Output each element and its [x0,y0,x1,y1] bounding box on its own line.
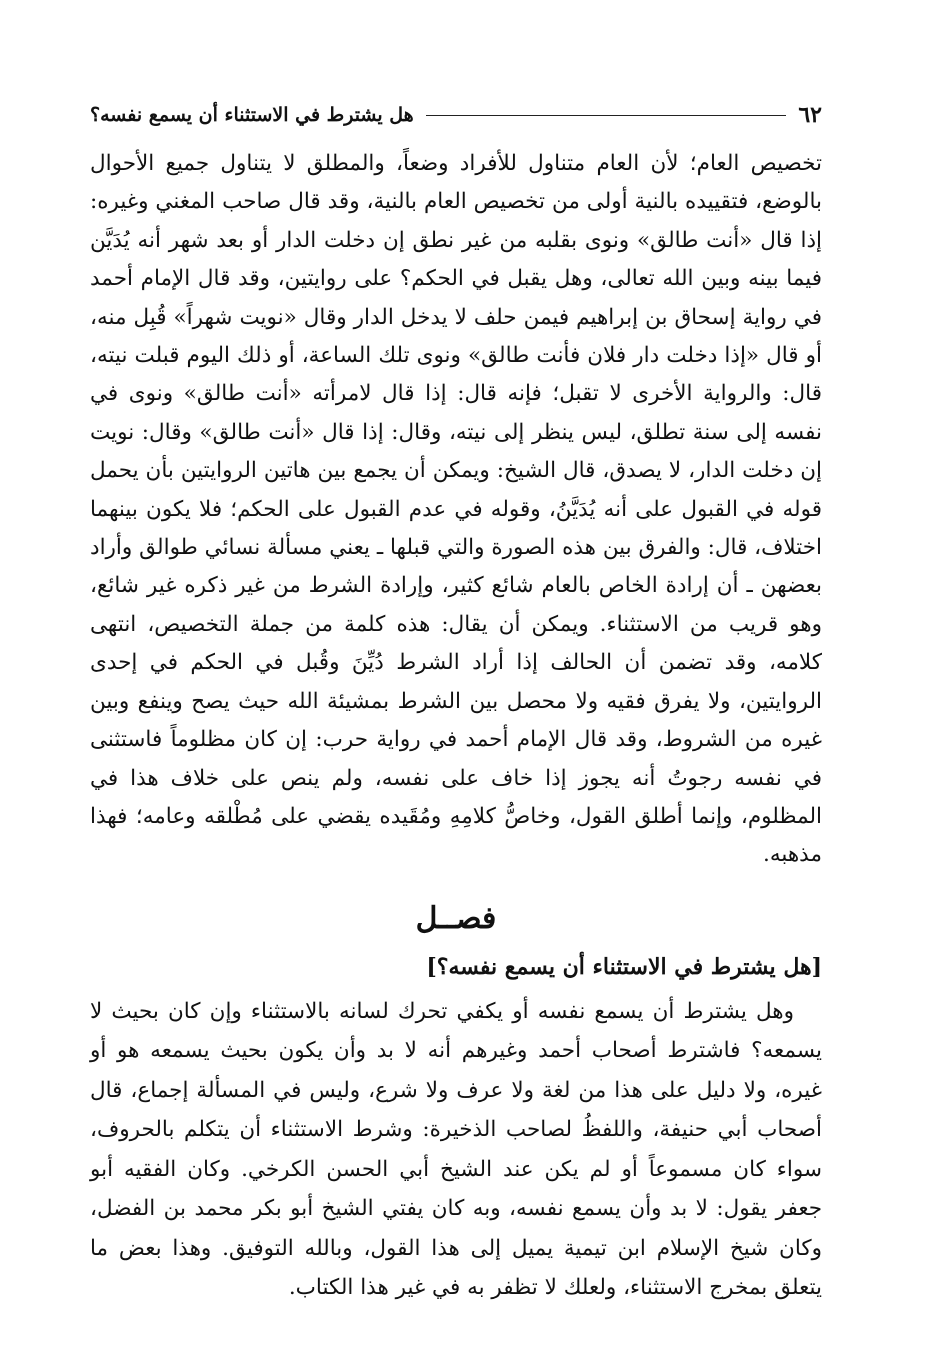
page-number: ٦٢ [798,102,822,128]
book-page [90,95,822,1308]
section-label [90,901,822,936]
section-heading: [هل يشترط في الاستثناء أن يسمع نفسه؟] [426,953,822,980]
body-paragraph: تخصيص العام؛ لأن العام متناول للأفراد وضعاً، والمطلق لا يتناول جميع الأحوال بالوضع، فتقييده بالنية أولى من تخصيص العام بالنية، وقد قال صاحب المغني وغيره: إذا قال «أنت طالق» ونوى بقلبه من غير نطق إن دخلت الدار أو بعد شهر أنه يُدَيَّن فيما بينه وبين الله تعالى، وهل يقبل في الحكم؟ على روايتين، وقد قال الإمام أحمد في رواية إسحاق بن إبراهيم فيمن حلف لا يدخل الدار وقال «نويت شهراً» قُبِل منه، أو قال «إذا دخلت دار فلان فأنت طالق» ونوى تلك الساعة، أو ذلك اليوم قبلت نيته، قال: والرواية الأخرى لا تقبل؛ فإنه قال: إذا قال لامرأته «أنت طالق» ونوى في نفسه إلى سنة تطلق، ليس ينظر إلى نيته، وقال: إذا قال «أنت طالق» وقال: نويت إن دخلت الدار، لا يصدق، قال الشيخ: ويمكن أن يجمع بين هاتين الروايتين بأن يحمل قوله في القبول على أنه يُدَيَّنُ، وقوله في عدم القبول على الحكم؛ فلا يكون بينهما اختلاف، قال: والفرق بين هذه الصورة والتي قبلها ـ يعني مسألة نسائي طوالق وأراد بعضهن ـ أن إرادة الخاص بالعام شائع كثير، وإرادة الشرط من غير ذكره غير شائع، وهو قريب من الاستثناء. ويمكن أن يقال: هذه كلمة من جملة التخصيص، انتهى كلامه، وقد تضمن أن الحالف إذا أراد الشرط دُيِّنَ وقُبل في الحكم في إحدى الروايتين، ولا يفرق فقيه ولا محصل بين الشرط بمشيئة الله حيث يصح وينفع وبين غيره من الشروط، وقد قال الإمام أحمد في رواية حرب: إن كان مظلوماً فاستثنى في نفسه رجوتُ أنه يجوز إذا خاف على نفسه، ولم ينص على خلاف هذا في المظلوم، وإنما أطلق القول، وخاصُّ كلامِهِ ومُقَيده يقضي على مُطْلقه وعامه؛ فهذا مذهبه. [90,151,822,868]
running-title: هل يشترط في الاستثناء أن يسمع نفسه؟ [90,104,414,126]
page-header [90,95,822,135]
section-label-text: فصــل [415,900,497,936]
section-paragraph: وهل يشترط أن يسمع نفسه أو يكفي تحرك لسانه بالاستثناء وإن كان بحيث لا يسمعه؟ فاشترط أصحاب أحمد وغيرهم أنه لا بد وأن يكون بحيث يسمعه هو أو غيره، ولا دليل على هذا من لغة ولا عرف ولا شرع، وليس في المسألة إجماع، قال أصحاب أبي حنيفة، واللفظُ لصاحب الذخيرة: وشرط الاستثناء أن يتكلم بالحروف، سواء كان مسموعاً أو لم يكن عند الشيخ أبي الحسن الكرخي. وكان الفقيه أبو جعفر يقول: لا بد وأن يسمع نفسه، وبه كان يفتي الشيخ أبو بكر محمد بن الفضل، وكان شيخ الإسلام ابن تيمية يميل إلى هذا القول، وبالله التوفيق. وهذا بعض ما يتعلق بمخرج الاستثناء، ولعلك لا تظفر به في غير هذا الكتاب. [90,998,822,1301]
header-rule [426,115,787,116]
